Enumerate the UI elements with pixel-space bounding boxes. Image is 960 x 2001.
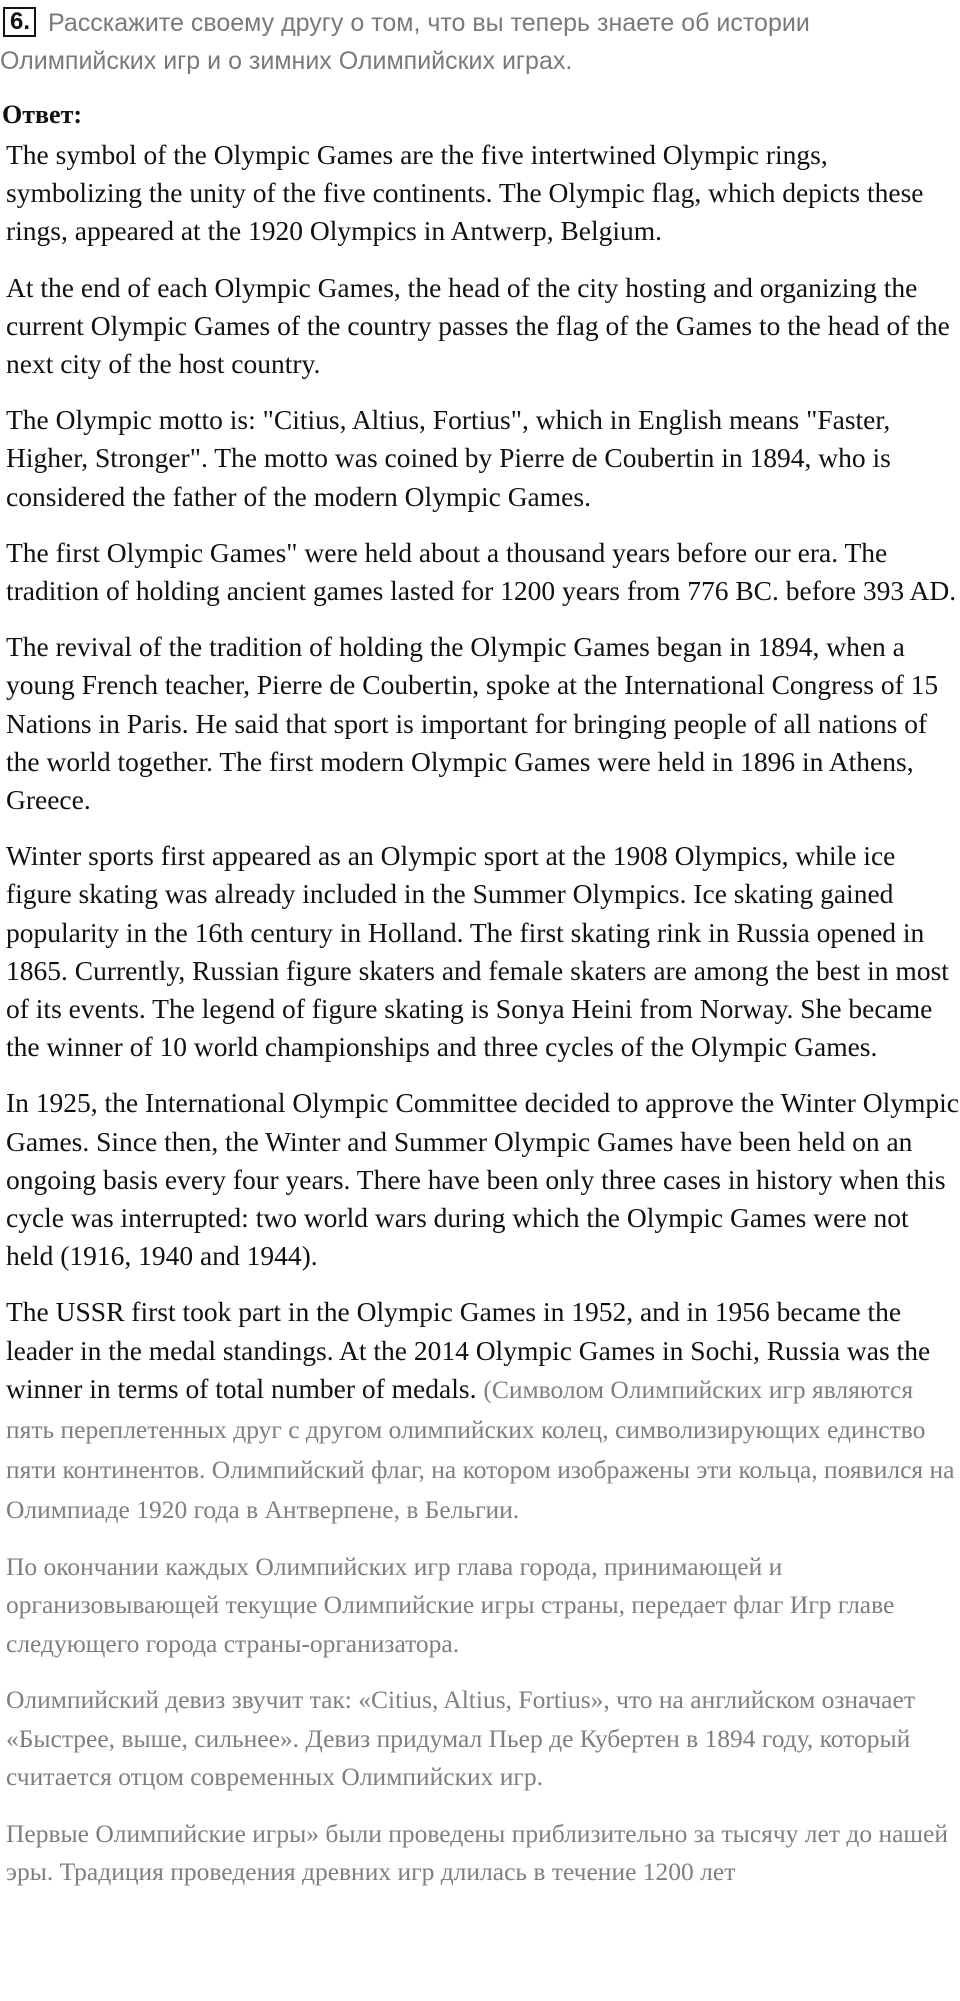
translation-paragraph: По окончании каждых Олимпийских игр глава города, принимающей и организовывающей текущие Олимпийские игры страны, передает флаг Игр главе следующего города страны-организатора. xyxy=(6,1551,895,1658)
answer-paragraph: At the end of each Olympic Games, the head of the city hosting and organizing the current Olympic Games of the country passes the flag of the Games to the head of the next city of the host country. xyxy=(6,271,950,380)
translation-paragraph: (Символом Олимпийских игр являются пять переплетенных друг с другом олимпийских колец, символизирующих единство пяти континентов. Олимпийский флаг, на котором изображены эти кольца, появился на Олимпиаде 1920 года в Антверпене, в Бельгии. xyxy=(6,1374,955,1524)
answer-paragraph: The revival of the tradition of holding the Olympic Games began in 1894, when a young French teacher, Pierre de Coubertin, spoke at the International Congress of 15 Nations in Paris. He said that sport is important for bringing people of all nations of the world together. The first modern Olympic Games were held in 1896 in Athens, Greece. xyxy=(6,631,939,816)
answer-paragraph: Winter sports first appeared as an Olympic sport at the 1908 Olympics, while ice figure skating was already included in the Summer Olympics. Ice skating gained popularity in the 16th century in Holland. The first skating rink in Russia opened in 1865. Currently, Russian figure skaters and female skaters are among the best in most of its events. The legend of figure skating is Sonya Heini from Norway. She became the winner of 10 world championships and three cycles of the Olympic Games. xyxy=(6,840,949,1063)
answer-paragraph: The first Olympic Games" were held about a thousand years before our era. The tradition of holding ancient games lasted for 1200 years from 776 BC. before 393 AD. xyxy=(6,536,957,607)
translation-paragraph: Олимпийский девиз звучит так: «Citius, Altius, Fortius», что на английском означает «Быстрее, выше, сильнее». Девиз придумал Пьер де Кубертен в 1894 году, который считается отцом современных Олимпийских игр. xyxy=(6,1685,915,1792)
task-number: 6. xyxy=(3,7,36,37)
translation-paragraph: Первые Олимпийские игры» были проведены приблизительно за тысячу лет до нашей эры. Традиция проведения древних игр длилась в течение 1200 лет xyxy=(6,1818,949,1887)
answer-paragraph-text: The USSR first took part in the Olympic Games in 1952, and in 1956 became the leader in the medal standings. At the 2014 Olympic Games in Sochi, Russia was the winner in terms of total number of medals. xyxy=(6,1296,931,1404)
answer-paragraph: The symbol of the Olympic Games are the five intertwined Olympic rings, symbolizing the unity of the five continents. The Olympic flag, which depicts these rings, appeared at the 1920 Olympics in Antwerp, Belgium. xyxy=(6,139,924,247)
answer-paragraph: The Olympic motto is: "Citius, Altius, Fortius", which in English means "Faster, Higher, Stronger". The motto was coined by Pierre de Coubertin in 1894, who is considered the father of the modern Olympic Games. xyxy=(6,404,891,512)
answer-paragraph: In 1925, the International Olympic Committee decided to approve the Winter Olympic Games. Since then, the Winter and Summer Olympic Games have been held on an ongoing basis every four years. There have been only three cases in history when this cycle was interrupted: two world wars during which the Olympic Games were not held (1916, 1940 and 1944). xyxy=(6,1087,959,1272)
answer-paragraph-last xyxy=(6,1293,960,1529)
task-prompt xyxy=(0,4,955,80)
task-text: Расскажите своему другу о том, что вы теперь знаете об истории Олимпийских игр и о зимних Олимпийских играх. xyxy=(0,9,810,75)
answer-label: Ответ: xyxy=(2,100,83,129)
answer-body xyxy=(6,136,960,1910)
